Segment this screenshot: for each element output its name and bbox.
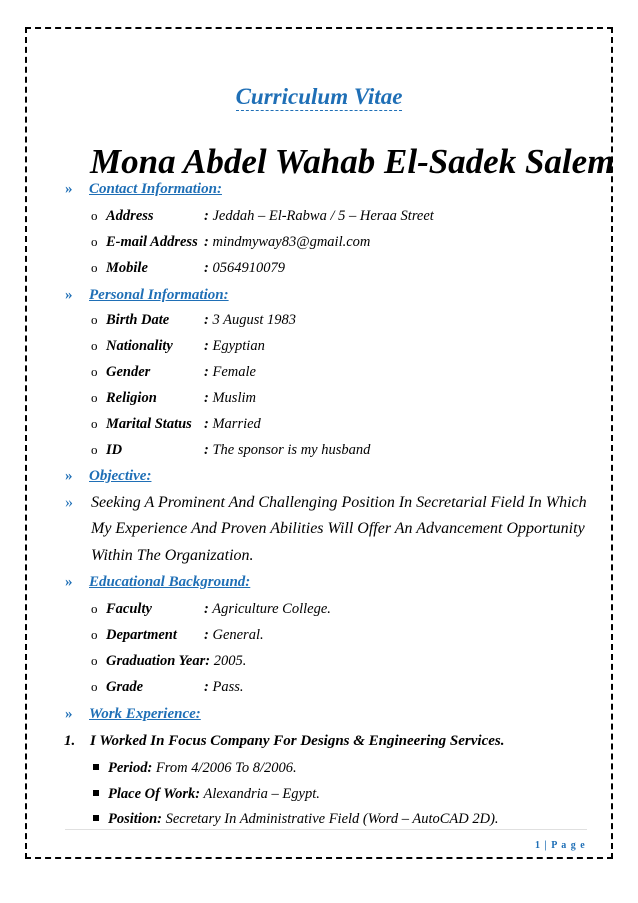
footer-divider <box>65 829 587 830</box>
work-job-1-place: Place Of Work: Alexandria – Egypt. <box>93 786 320 803</box>
section-objective-heading: » Objective: <box>65 468 152 484</box>
square-bullet-icon <box>93 790 99 796</box>
applicant-name: Mona Abdel Wahab El-Sadek Salem <box>90 142 615 181</box>
section-education-heading: » Educational Background: <box>65 574 251 590</box>
section-work-heading: » Work Experience: <box>65 706 201 722</box>
section-contact-heading: » Contact Information: <box>65 181 222 197</box>
document-title: Curriculum Vitae <box>235 84 403 109</box>
objective-line-2: My Experience And Proven Abilities Will Offer An Advancement Opportunity <box>91 520 585 537</box>
personal-item-birth-date: o Birth Date : 3 August 1983 <box>91 312 296 328</box>
personal-item-marital-status: o Marital Status : Married <box>91 416 261 432</box>
work-job-1-period: Period: From 4/2006 To 8/2006. <box>93 760 297 777</box>
education-item-grade: o Grade : Pass. <box>91 679 244 695</box>
objective-line-3: Within The Organization. <box>91 547 254 564</box>
square-bullet-icon <box>93 815 99 821</box>
contact-item-mobile: o Mobile : 0564910079 <box>91 260 285 276</box>
personal-item-nationality: o Nationality : Egyptian <box>91 338 265 354</box>
square-bullet-icon <box>93 764 99 770</box>
work-job-1-title: 1. I Worked In Focus Company For Designs & Engineering Services. <box>64 733 505 749</box>
personal-item-gender: o Gender : Female <box>91 364 256 380</box>
contact-item-address: o Address : Jeddah – El-Rabwa / 5 – Heraa Street <box>91 208 434 224</box>
personal-item-religion: o Religion : Muslim <box>91 390 256 406</box>
section-personal-heading: » Personal Information: <box>65 287 229 303</box>
page-footer: 1 | P a g e <box>535 840 586 851</box>
education-item-faculty: o Faculty : Agriculture College. <box>91 601 331 617</box>
education-item-department: o Department : General. <box>91 627 264 643</box>
personal-item-id: o ID : The sponsor is my husband <box>91 442 371 458</box>
contact-item-email: o E-mail Address : mindmyway83@gmail.com <box>91 234 371 250</box>
education-item-graduation-year: o Graduation Year: 2005. <box>91 653 247 669</box>
objective-line-1: » Seeking A Prominent And Challenging Position In Secretarial Field In Which <box>65 494 587 511</box>
work-job-1-position: Position: Secretary In Administrative Field (Word – AutoCAD 2D). <box>93 811 499 828</box>
